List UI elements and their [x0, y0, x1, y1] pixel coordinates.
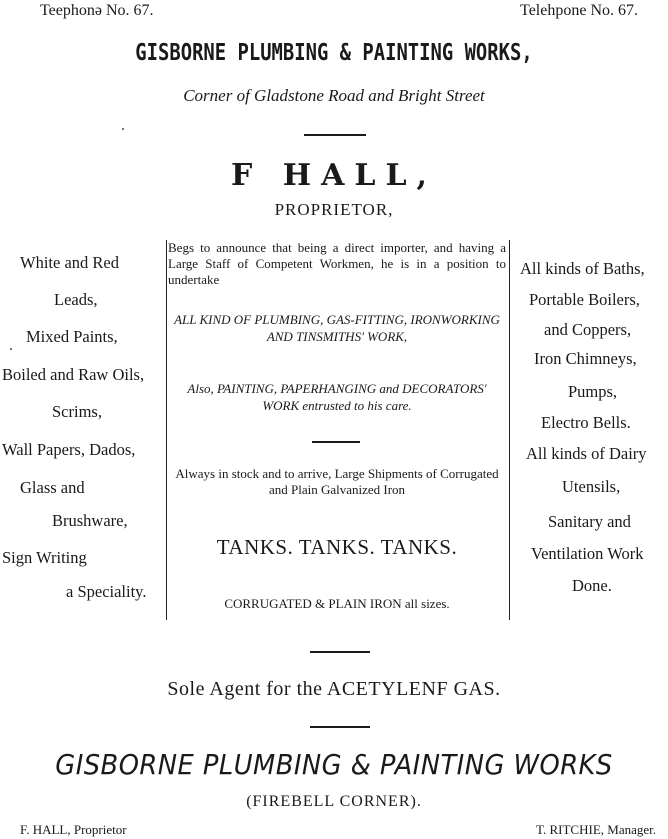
right-item: Iron Chimneys,	[534, 349, 637, 368]
left-item: Scrims,	[52, 402, 102, 421]
divider-rule	[304, 134, 366, 136]
right-item: Portable Boilers,	[529, 290, 640, 309]
left-item: Mixed Paints,	[26, 327, 118, 346]
footer-manager: T. RITCHIE, Manager.	[536, 822, 656, 837]
right-item: Electro Bells.	[541, 413, 631, 432]
left-item: Boiled and Raw Oils,	[2, 365, 145, 384]
right-item: All kinds of Dairy	[526, 444, 647, 463]
right-item: Ventilation Work	[531, 544, 644, 563]
left-item: White and Red	[20, 253, 119, 272]
proprietor-name: F HALL,	[231, 158, 437, 193]
divider-rule	[310, 651, 370, 653]
left-item: Glass and	[20, 478, 85, 497]
right-item: Pumps,	[568, 382, 618, 401]
right-item: Sanitary and	[548, 512, 631, 531]
column-divider-right	[509, 240, 510, 620]
left-item: Brushware,	[52, 511, 128, 530]
proprietor-role: PROPRIETOR,	[274, 200, 394, 219]
services-plumbing: ALL KIND OF PLUMBING, GAS-FITTING, IRONWORKING AND TINSMITHS' WORK,	[174, 312, 500, 344]
right-item: All kinds of Baths,	[520, 259, 645, 278]
left-item: Leads,	[54, 290, 98, 309]
business-address: Corner of Gladstone Road and Bright Street	[183, 86, 485, 105]
tanks-heading: TANKS. TANKS. TANKS.	[216, 535, 458, 559]
business-title: GISBORNE PLUMBING & PAINTING WORKS,	[135, 40, 533, 66]
footer-proprietor: F. HALL, Proprietor	[20, 822, 127, 837]
left-item: a Speciality.	[66, 582, 147, 601]
telephone-right: Telehpone No. 67.	[520, 2, 638, 19]
speck-mark	[122, 128, 124, 130]
telephone-left: Teephonə No. 67.	[40, 2, 154, 19]
right-item: Done.	[572, 576, 612, 595]
right-item: and Coppers,	[544, 320, 632, 339]
divider-rule	[310, 726, 370, 728]
speck-mark	[10, 348, 12, 350]
footer-business-title: GISBORNE PLUMBING & PAINTING WORKS	[55, 748, 613, 781]
stock-text: Always in stock and to arrive, Large Shipments of Corrugated and Plain Galvanized Iron	[175, 466, 499, 497]
footer-location: (FIREBELL CORNER).	[246, 793, 422, 810]
sole-agent-notice: Sole Agent for the ACETYLENF GAS.	[167, 678, 501, 700]
left-item: Sign Writing	[2, 548, 87, 567]
left-item: Wall Papers, Dados,	[2, 440, 136, 459]
column-divider-left	[166, 240, 167, 620]
right-item: Utensils,	[562, 477, 621, 496]
intro-text: Begs to announce that being a direct importer, and having a Large Staff of Competent Workmen, he is in a position to undertake	[168, 240, 506, 287]
corrugated-iron-note: CORRUGATED & PLAIN IRON all sizes.	[224, 596, 450, 611]
divider-rule	[312, 441, 360, 443]
services-painting: Also, PAINTING, PAPERHANGING and DECORATORS' WORK entrusted to his care.	[187, 381, 487, 413]
